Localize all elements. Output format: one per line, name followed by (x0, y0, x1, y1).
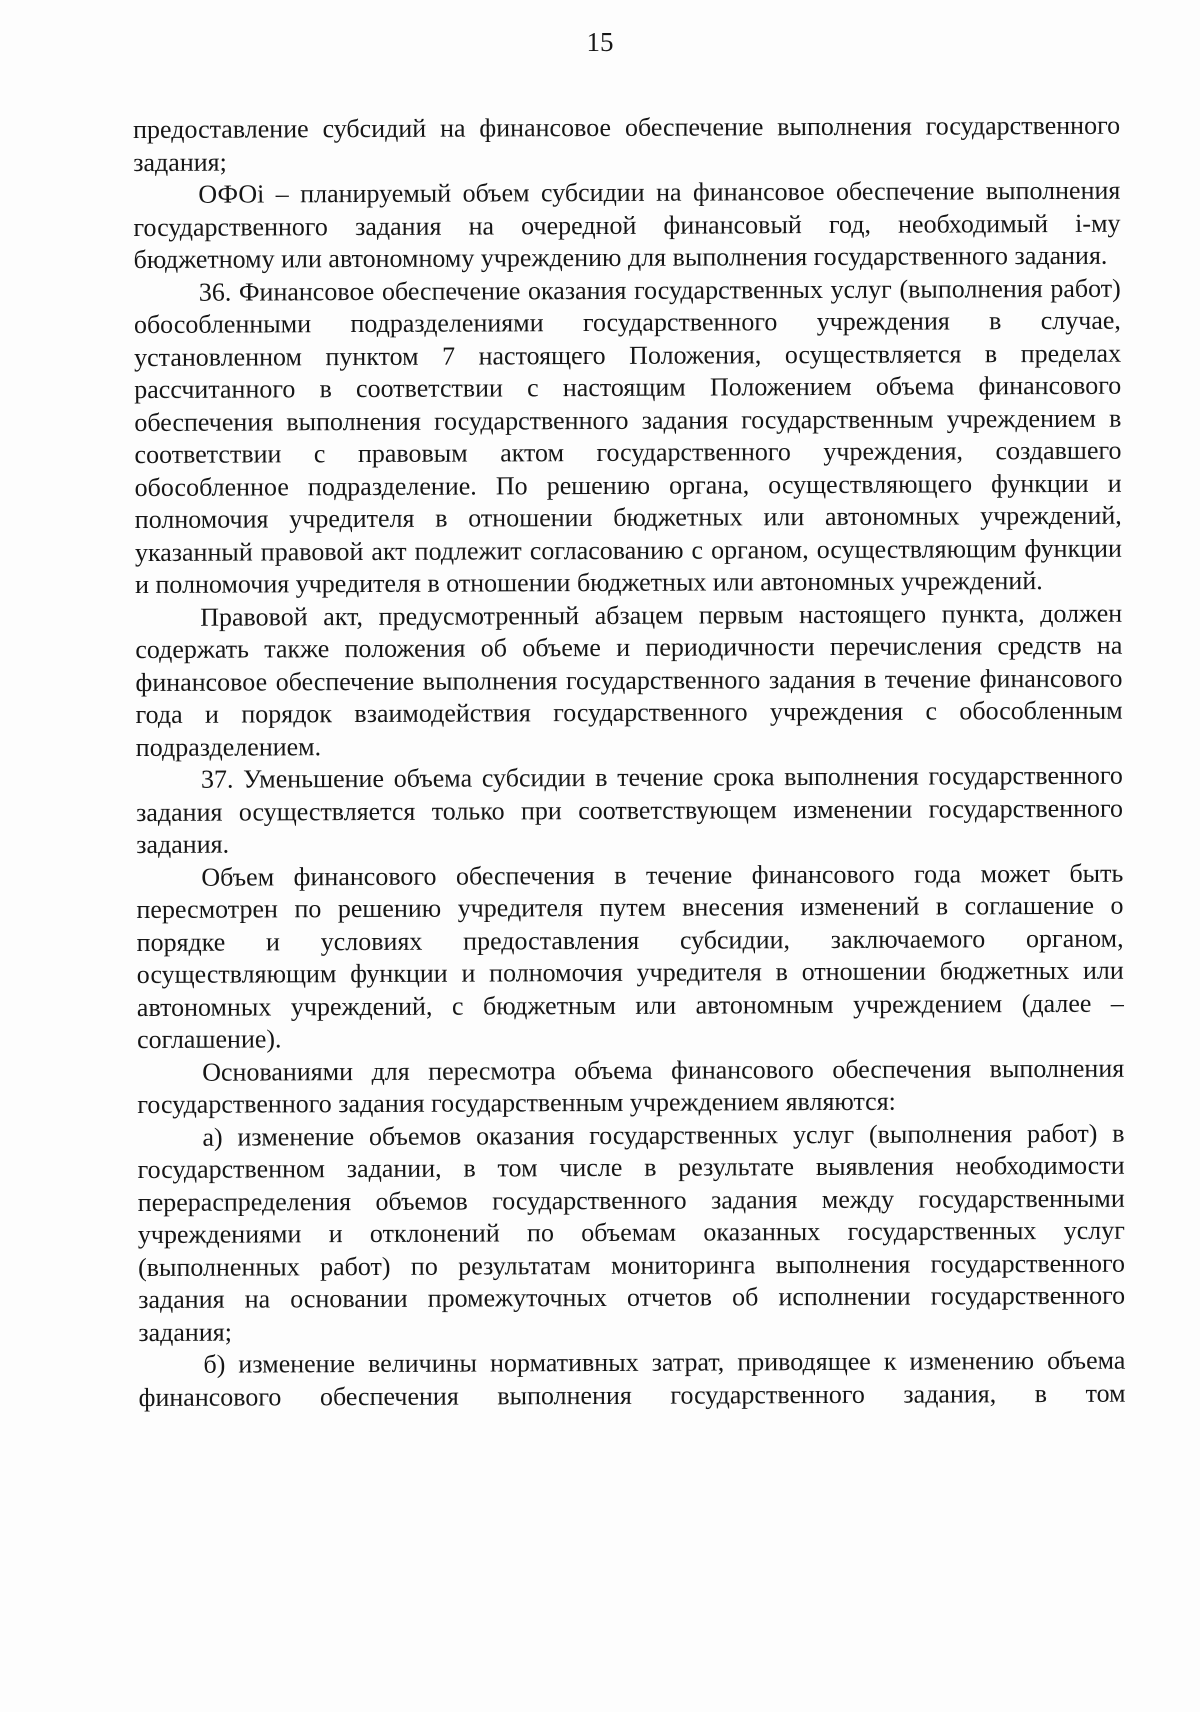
paragraph-continuation: предоставление субсидий на финансовое обеспечение выполнения государственного задания; (133, 110, 1121, 177)
document-body (133, 110, 1126, 1414)
paragraph-item-36: 36. Финансовое обеспечение оказания государственных услуг (выполнения работ) обособленными подразделениями государственного учреждения в случае, установленном пунктом 7 настоящего Положения, осуществляется в пределах рассчитанного в соответствии с настоящим Положением объема финансового обеспечения выполнения государственного задания государственным учреждением в соответствии с правовым актом государственного учреждения, создавшего обособленное подразделение. По решению органа, осуществляющего функции и полномочия учредителя в отношении бюджетных или автономных учреждений, указанный правовой акт подлежит согласованию с органом, осуществляющим функции и полномочия учредителя в отношении бюджетных или автономных учреждений. (133, 273, 1122, 599)
page-number: 15 (586, 27, 614, 57)
paragraph-grounds: Основаниями для пересмотра объема финансового обеспечения выполнения государственного задания государственным учреждением являются: (137, 1053, 1125, 1119)
paragraph-ground-b: б) изменение величины нормативных затрат, приводящее к изменению объема финансового обеспечения выполнения государственного задания, в том (138, 1345, 1126, 1412)
paragraph-volume-revision: Объем финансового обеспечения в течение финансового года может быть пересмотрен по решению учредителя путем внесения изменений в соглашение о порядке и условиях предоставления субсидии, заключаемого органом, осуществляющим функции и полномочия учредителя в отношении бюджетных или автономных учреждений, с бюджетным или автономным учреждением (далее – соглашение). (136, 858, 1124, 1054)
paragraph-item-37: 37. Уменьшение объема субсидии в течение срока выполнения государственного задания осуществляется только при соответствующем изменении государственного задания. (135, 760, 1124, 859)
paragraph-legal-act: Правовой акт, предусмотренный абзацем первым настоящего пункта, должен содержать также положения об объеме и периодичности перечисления средств на финансовое обеспечение выполнения государственного задания в течение финансового года и порядок взаимодействия государственного учреждения с обособленным подразделением. (135, 598, 1123, 762)
paragraph-ofoi-definition: ОФОi – планируемый объем субсидии на финансовое обеспечение выполнения государственного задания на очередной финансовый год, необходимый i-му бюджетному или автономному учреждению для выполнения государственного задания. (133, 175, 1121, 274)
paragraph-ground-a: а) изменение объемов оказания государственных услуг (выполнения работ) в государственном задании, в том числе в результате выявления необходимости перераспределения объемов государственного задания между государственными учреждениями и отклонений по объемам оказанных государственных услуг (выполненных работ) по результатам мониторинга выполнения государственного задания на основании промежуточных отчетов об исполнении государственного задания; (137, 1118, 1126, 1347)
